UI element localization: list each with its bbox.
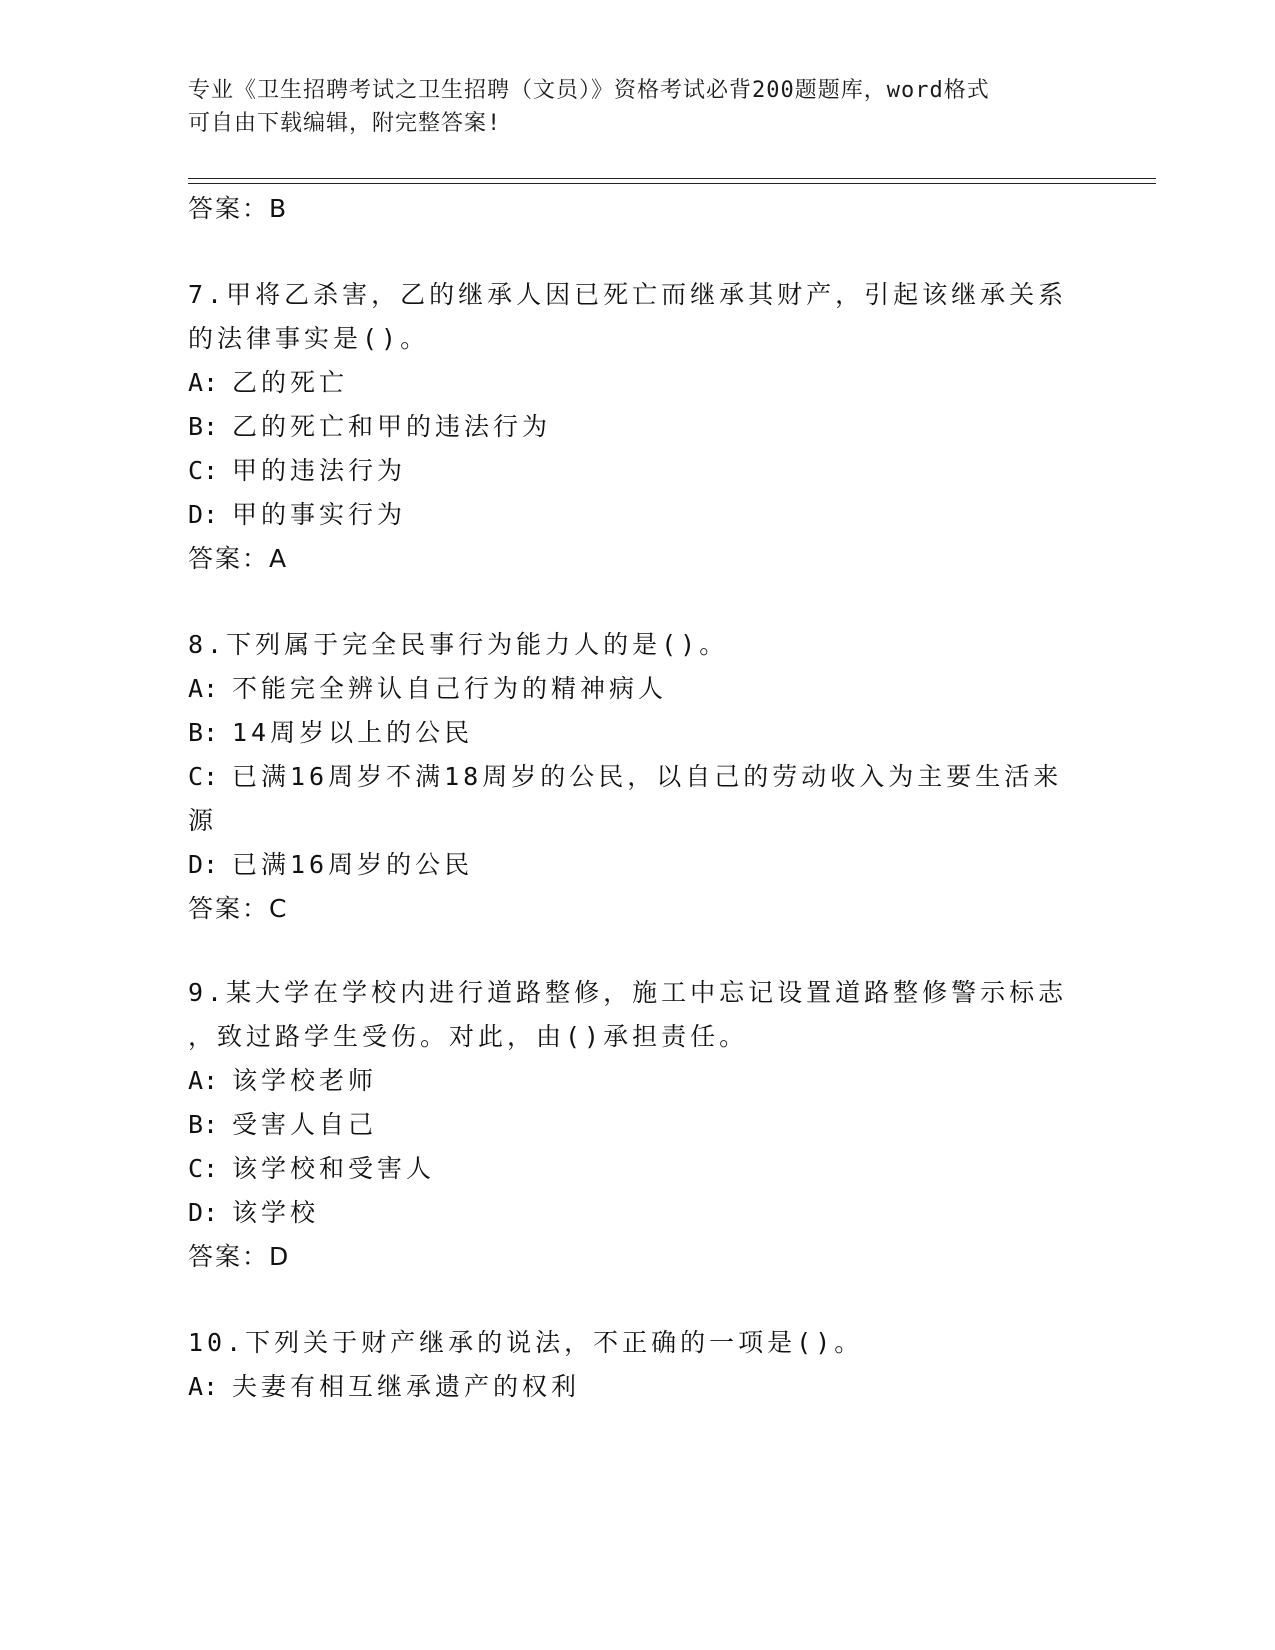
question-9-option-a: A: 该学校老师 <box>188 1066 378 1095</box>
question-8-option-b: B: 14周岁以上的公民 <box>188 718 474 747</box>
question-9-option-b: B: 受害人自己 <box>188 1110 378 1139</box>
question-10-option-a: A: 夫妻有相互继承遗产的权利 <box>188 1372 581 1401</box>
question-9-option-c: C: 该学校和受害人 <box>188 1154 436 1183</box>
question-9-option-d: D: 该学校 <box>188 1198 320 1227</box>
question-7-option-a: A: 乙的死亡 <box>188 368 349 397</box>
question-7-option-c: C: 甲的违法行为 <box>188 456 407 485</box>
header-line-1: 专业《卫生招聘考试之卫生招聘（文员）》资格考试必背200题题库，word格式 <box>188 78 990 103</box>
question-7-option-b: B: 乙的死亡和甲的违法行为 <box>188 412 552 441</box>
question-9-answer: 答案：D <box>188 1242 291 1271</box>
document-header <box>188 74 1088 140</box>
question-9-stem-line-1: 9.某大学在学校内进行道路整修，施工中忘记设置道路整修警示标志 <box>188 978 1068 1007</box>
question-8-answer: 答案：C <box>188 894 289 923</box>
question-8-option-c: C: 已满16周岁不满18周岁的公民，以自己的劳动收入为主要生活来 <box>188 762 1063 791</box>
question-7-answer: 答案：A <box>188 544 289 573</box>
question-8-option-a: A: 不能完全辨认自己行为的精神病人 <box>188 674 668 703</box>
question-10-stem-line-1: 10.下列关于财产继承的说法，不正确的一项是()。 <box>188 1328 864 1357</box>
question-8-option-c-continuation: 源 <box>188 806 218 835</box>
header-divider-top <box>188 178 1156 179</box>
question-7-option-d: D: 甲的事实行为 <box>188 500 407 529</box>
header-line-2: 可自由下载编辑，附完整答案! <box>188 111 502 136</box>
header-divider-bottom <box>188 183 1156 184</box>
question-7-stem-line-1: 7.甲将乙杀害，乙的继承人因已死亡而继承其财产，引起该继承关系 <box>188 280 1068 309</box>
question-9-stem-line-2: ，致过路学生受伤。对此，由()承担责任。 <box>188 1022 749 1051</box>
question-8-stem-line-1: 8.下列属于完全民事行为能力人的是()。 <box>188 630 729 659</box>
answer-previous: 答案：B <box>188 194 289 223</box>
question-7-stem-line-2: 的法律事实是()。 <box>188 324 430 353</box>
question-8-option-d: D: 已满16周岁的公民 <box>188 850 474 879</box>
